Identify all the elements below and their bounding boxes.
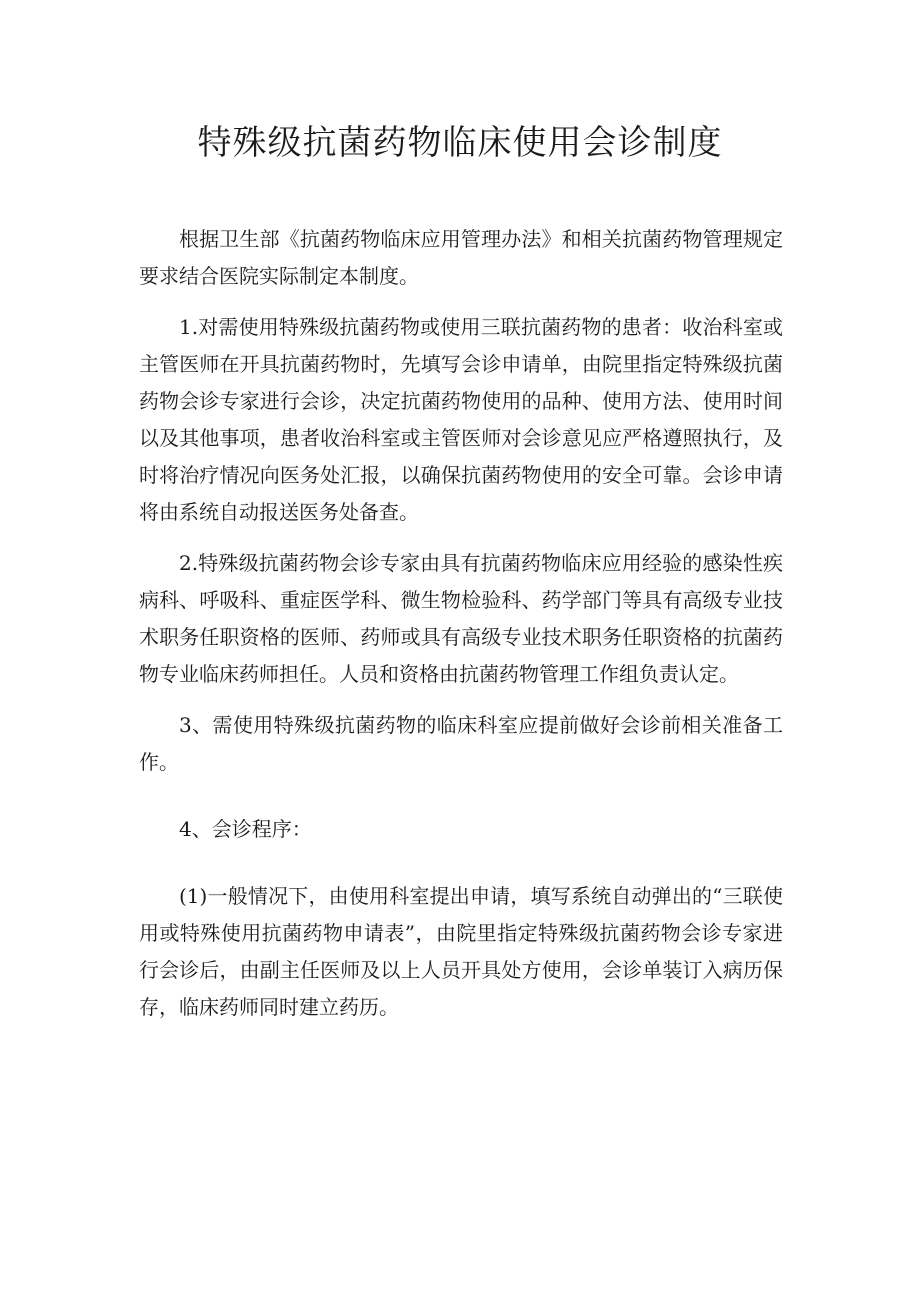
clause-4-1-paragraph: (1)一般情况下，由使用科室提出申请，填写系统自动弹出的“三联使用或特殊使用抗菌药物申请表”，由院里指定特殊级抗菌药物会诊专家进行会诊后，由副主任医师及以上人员开具处方使用，会诊单装订入病历保存，临床药师同时建立药历。 [139,884,783,1019]
intro-paragraph: 根据卫生部《抗菌药物临床应用管理办法》和相关抗菌药物管理规定要求结合医院实际制定本制度。 [139,227,783,288]
document-title: 特殊级抗菌药物临床使用会诊制度 [197,123,723,163]
clause-1-paragraph: 1.对需使用特殊级抗菌药物或使用三联抗菌药物的患者：收治科室或主管医师在开具抗菌药物时，先填写会诊申请单，由院里指定特殊级抗菌药物会诊专家进行会诊，决定抗菌药物使用的品种、使用方法、使用时间以及其他事项，患者收治科室或主管医师对会诊意见应严格遵照执行，及时将治疗情况向医务处汇报，以确保抗菌药物使用的安全可靠。会诊申请将由系统自动报送医务处备查。 [139,315,783,524]
clause-4-heading: 4、会诊程序： [179,817,312,841]
clause-3-paragraph: 3、需使用特殊级抗菌药物的临床科室应提前做好会诊前相关准备工作。 [139,713,783,774]
document-body [139,221,783,1026]
clause-2-paragraph: 2.特殊级抗菌药物会诊专家由具有抗菌药物临床应用经验的感染性疾病科、呼吸科、重症医学科、微生物检验科、药学部门等具有高级专业技术职务任职资格的医师、药师或具有高级专业技术职务任职资格的抗菌药物专业临床药师担任。人员和资格由抗菌药物管理工作组负责认定。 [139,551,783,686]
